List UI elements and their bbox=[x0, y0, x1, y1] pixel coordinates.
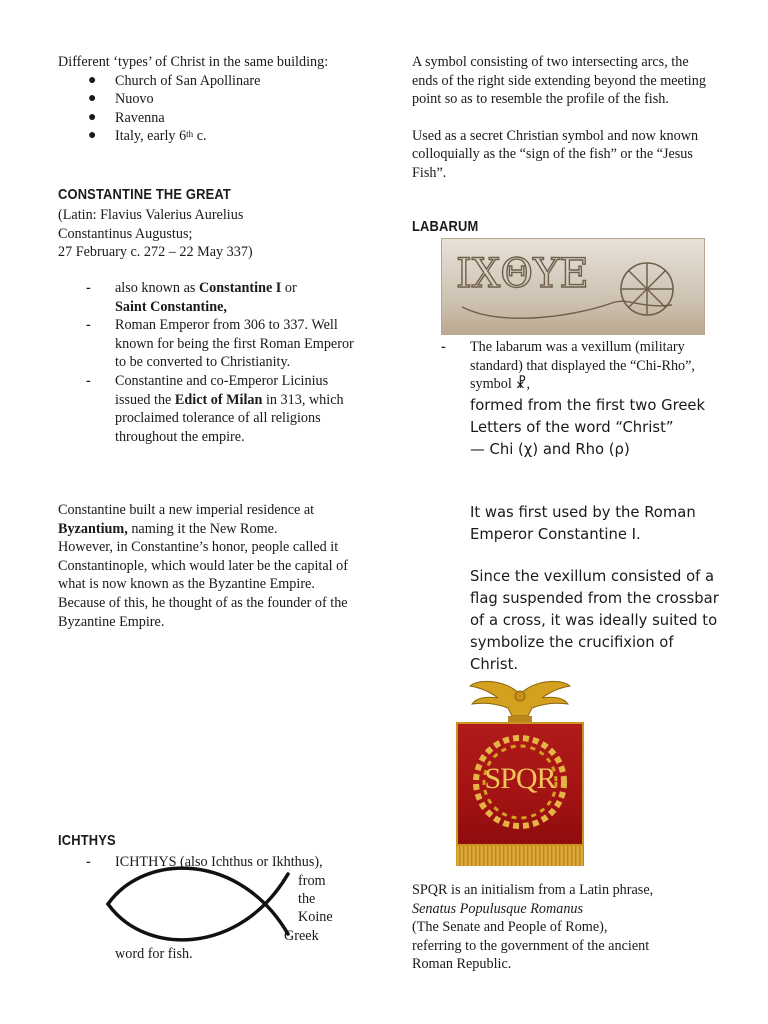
paragraph: However, in Constantine’s honor, people called it Constantinople, which would later be the capital of what is now known as the Byzantine Empire. bbox=[58, 539, 348, 593]
ichthys-word: word for fish. bbox=[115, 946, 193, 962]
labarum-text: The labarum was a vexillum (military standard) that displayed the “Chi-Rho”, symbol ☧, bbox=[470, 339, 695, 393]
list-item: ● Italy, early 6th c. bbox=[88, 128, 207, 145]
ichthys-word: Greek bbox=[284, 928, 319, 944]
constantine-bullets bbox=[86, 279, 354, 446]
labarum-bullet bbox=[441, 338, 721, 461]
ichthys-word: Koine bbox=[298, 909, 333, 925]
dash-icon: - bbox=[86, 280, 91, 296]
dash-icon: - bbox=[441, 339, 446, 355]
list-item: ● Ravenna bbox=[88, 109, 165, 126]
bullet-icon: ● bbox=[88, 72, 97, 88]
list-item: - Constantine and co-Emperor Licinius issued the Edict of Milan in 313, which proclaimed tolerance of all religions throughout the empire. bbox=[86, 372, 344, 445]
ichthys-fish-icon bbox=[100, 858, 300, 950]
eagle-icon bbox=[450, 676, 590, 724]
labarum-sans-text: formed from the first two Greek Letters of the word “Christ” bbox=[470, 396, 706, 436]
constantine-heading: CONSTANTINE THE GREAT bbox=[58, 186, 231, 203]
paragraph: Constantine built a new imperial residence at Byzantium, naming it the New Rome. bbox=[58, 502, 315, 537]
intro-block bbox=[58, 53, 348, 146]
list-item: ● Church of San Apollinare bbox=[88, 72, 261, 89]
ichthys-word: from bbox=[298, 873, 326, 889]
list-item: - Roman Emperor from 306 to 337. Well known for being the first Roman Emperor to be converted to Christianity. bbox=[86, 317, 354, 371]
bullet-icon: ● bbox=[88, 128, 97, 144]
constantine-paragraphs bbox=[58, 501, 354, 631]
banner-fringe bbox=[456, 846, 584, 866]
labarum-tablet-image bbox=[441, 238, 705, 335]
vexillum-text: Since the vexillum consisted of a flag suspended from the crossbar of a cross, it was ideally suited to symbolize the crucifixion of Christ. bbox=[470, 568, 719, 673]
bullet-icon: ● bbox=[88, 109, 97, 125]
spqr-description: SPQR is an initialism from a Latin phrase, Senatus Populusque Romanus (The Senate and People of Rome), referring to the government of the ancient Roman Republic. bbox=[412, 882, 654, 973]
spqr-banner bbox=[456, 722, 584, 846]
spqr-standard-image bbox=[450, 676, 590, 868]
first-used-text: It was first used by the Roman Emperor Constantine I. bbox=[470, 504, 696, 543]
paragraph: Because of this, he thought of as the founder of the Byzantine Empire. bbox=[58, 594, 348, 630]
ichthys-line1: ICHTHYS (also Ichthus or Ikhthus), bbox=[115, 854, 323, 870]
list-item: ● Nuovo bbox=[88, 91, 154, 108]
dash-icon: - bbox=[86, 317, 91, 334]
paragraph: Used as a secret Christian symbol and now known colloquially as the “sign of the fish” or the “Jesus Fish”. bbox=[412, 127, 699, 181]
spqr-banner-text: SPQR bbox=[484, 762, 556, 795]
bullet-icon: ● bbox=[88, 91, 97, 107]
intro-text: Different ‘types’ of Christ in the same building: bbox=[58, 54, 329, 70]
list-item: - also known as Constantine I or Saint Constantine, bbox=[86, 280, 297, 315]
ichthys-heading: ICHTHYS bbox=[58, 832, 116, 849]
intro-list bbox=[88, 72, 348, 146]
ichthys-word: the bbox=[298, 891, 316, 907]
tablet-inscription: IXΘYE bbox=[456, 251, 589, 297]
chi-rho-text: — Chi (χ) and Rho (ρ) bbox=[470, 440, 630, 458]
dash-icon: - bbox=[86, 372, 91, 389]
labarum-heading: LABARUM bbox=[412, 218, 479, 235]
paragraph: A symbol consisting of two intersecting arcs, the ends of the right side extending beyond the meeting point so as to resemble the profile of the fish. bbox=[412, 54, 706, 108]
constantine-latin: (Latin: Flavius Valerius Aurelius Constantinus Augustus; 27 February c. 272 – 22 May 337) bbox=[58, 207, 253, 261]
dash-icon: - bbox=[86, 854, 91, 870]
tablet-carving bbox=[442, 239, 704, 334]
fish-symbol-description bbox=[412, 53, 712, 183]
